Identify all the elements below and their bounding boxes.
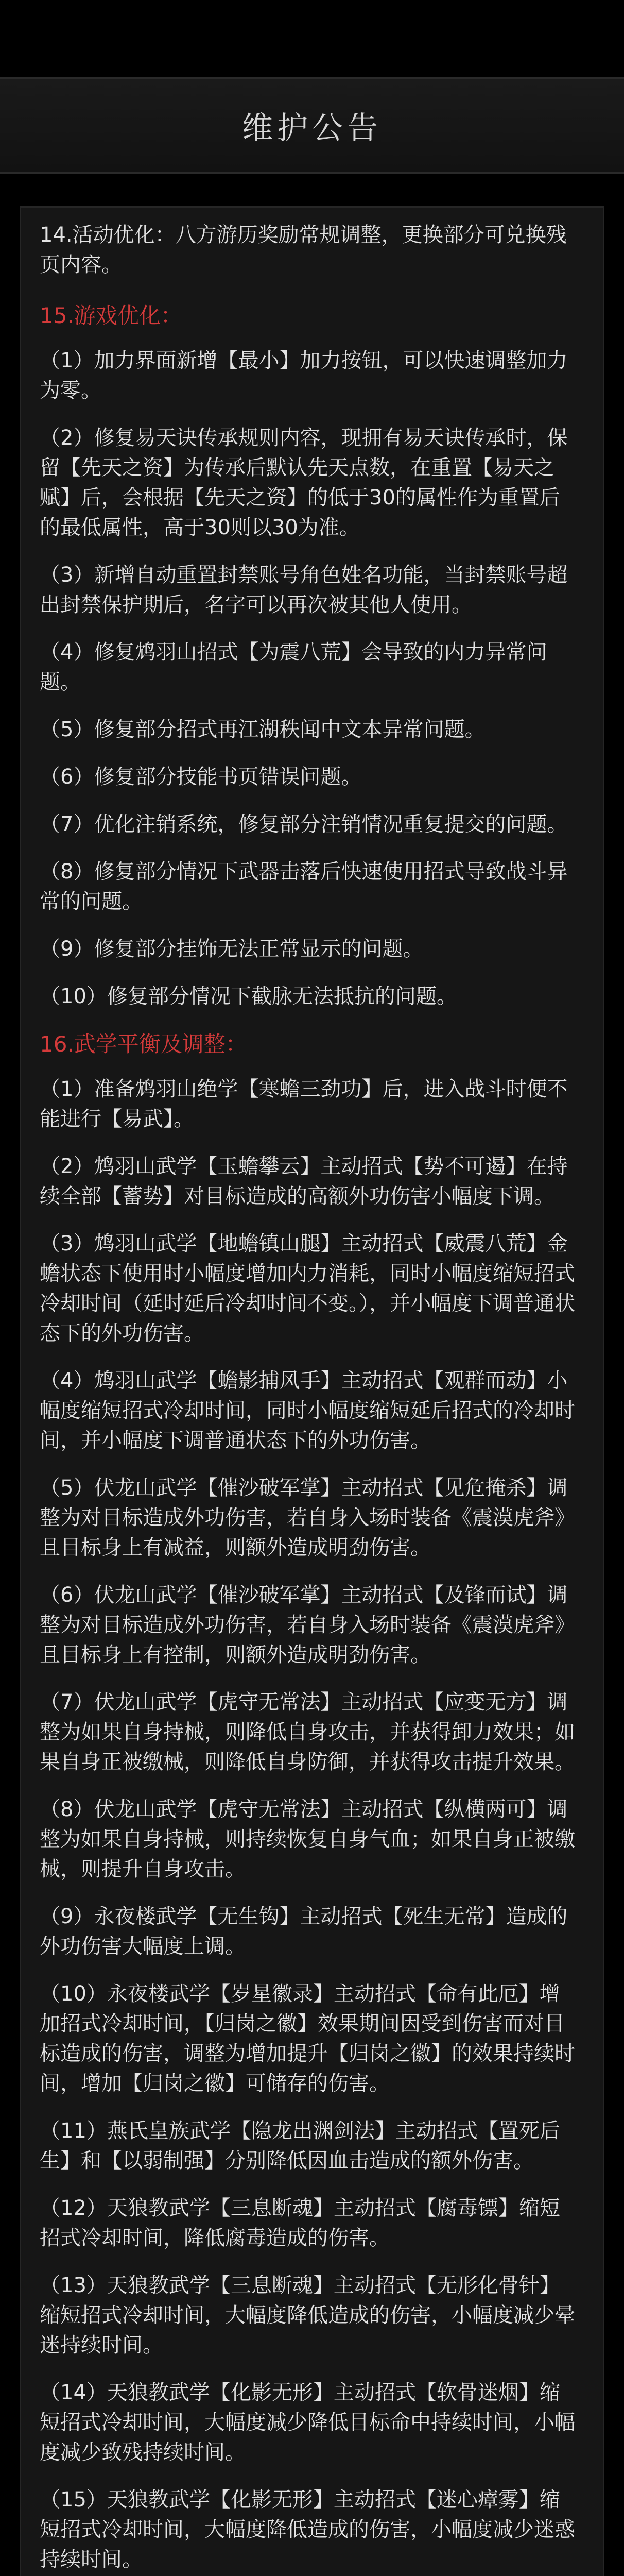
announcement-header <box>0 77 624 174</box>
list-item: （4）修复鸩羽山招式【为震八荒】会导致的内力异常问题。 <box>40 640 547 694</box>
list-item: （5）伏龙山武学【催沙破军掌】主动招式【见危掩杀】调整为对目标造成外功伤害，若自身入场时装备《震漠虎斧》且目标身上有减益，则额外造成明劲伤害。 <box>40 1476 575 1560</box>
status-bar <box>0 0 624 77</box>
list-item: （15）天狼教武学【化影无形】主动招式【迷心瘴雾】缩短招式冷却时间，大幅度降低造成的伤害，小幅度减少迷惑持续时间。 <box>40 2488 575 2571</box>
page-title: 维护公告 <box>242 110 382 146</box>
list-item: （9）永夜楼武学【无生钩】主动招式【死生无常】造成的外功伤害大幅度上调。 <box>40 1905 568 1958</box>
list-item: （2）鸩羽山武学【玉蟾攀云】主动招式【势不可遏】在持续全部【蓄势】对目标造成的高额外功伤害小幅度下调。 <box>40 1155 568 1208</box>
section-title: 15.游戏优化： <box>40 303 182 328</box>
list-item: （2）修复易天诀传承规则内容，现拥有易天诀传承时，保留【先天之资】为传承后默认先天点数，在重置【易天之赋】后，会根据【先天之资】的低于30的属性作为重置后的最低属性，高于30则以30为准。 <box>40 426 568 539</box>
section-title: 16.武学平衡及调整： <box>40 1031 247 1057</box>
list-item: （8）伏龙山武学【虎守无常法】主动招式【纵横两可】调整为如果自身持械，则持续恢复自身气血；如果自身正被缴械，则提升自身攻击。 <box>40 1798 575 1881</box>
announcement-content[interactable] <box>40 208 575 2576</box>
list-item: （14）天狼教武学【化影无形】主动招式【软骨迷烟】缩短招式冷却时间，大幅度减少降低目标命中持续时间，小幅度减少致残持续时间。 <box>40 2381 575 2464</box>
list-item: （4）鸩羽山武学【蟾影捕风手】主动招式【观群而动】小幅度缩短招式冷却时间，同时小幅度缩短延后招式的冷却时间，并小幅度下调普通状态下的外功伤害。 <box>40 1369 575 1452</box>
list-item: （1）加力界面新增【最小】加力按钮，可以快速调整加力为零。 <box>40 349 568 402</box>
list-item: （8）修复部分情况下武器击落后快速使用招式导致战斗异常的问题。 <box>40 860 568 913</box>
list-item: （5）修复部分招式再江湖秩闻中文本异常问题。 <box>40 718 486 741</box>
list-item: （6）伏龙山武学【催沙破军掌】主动招式【及锋而试】调整为对目标造成外功伤害，若自身入场时装备《震漠虎斧》且目标身上有控制，则额外造成明劲伤害。 <box>40 1583 575 1667</box>
list-item: （11）燕氏皇族武学【隐龙出渊剑法】主动招式【置死后生】和【以弱制强】分别降低因血击造成的额外伤害。 <box>40 2119 560 2173</box>
list-item: （13）天狼教武学【三息断魂】主动招式【无形化骨针】缩短招式冷却时间，大幅度降低造成的伤害，小幅度减少晕迷持续时间。 <box>40 2274 575 2357</box>
announcement-panel[interactable] <box>20 206 604 2576</box>
list-item: （1）准备鸩羽山绝学【寒蟾三劲功】后，进入战斗时便不能进行【易武】。 <box>40 1077 568 1131</box>
list-item: （10）修复部分情况下截脉无法抵抗的问题。 <box>40 985 457 1008</box>
intro-item: 14.活动优化：八方游历奖励常规调整，更换部分可兑换残页内容。 <box>40 223 567 277</box>
list-item: （12）天狼教武学【三息断魂】主动招式【腐毒镖】缩短招式冷却时间，降低腐毒造成的伤害。 <box>40 2196 560 2250</box>
list-item: （9）修复部分挂饰无法正常显示的问题。 <box>40 937 424 961</box>
list-item: （10）永夜楼武学【岁星徽录】主动招式【命有此厄】增加招式冷却时间，【归岗之徽】效果期间因受到伤害而对目标造成的伤害，调整为增加提升【归岗之徽】的效果持续时间，增加【归岗之徽】可储存的伤害。 <box>40 1982 575 2095</box>
list-item: （3）鸩羽山武学【地蟾镇山腿】主动招式【威震八荒】金蟾状态下使用时小幅度增加内力消耗，同时小幅度缩短招式冷却时间（延时延后冷却时间不变。），并小幅度下调普通状态下的外功伤害。 <box>40 1232 575 1345</box>
list-item: （3）新增自动重置封禁账号角色姓名功能，当封禁账号超出封禁保护期后，名字可以再次被其他人使用。 <box>40 563 568 617</box>
list-item: （7）优化注销系统，修复部分注销情况重复提交的问题。 <box>40 812 568 836</box>
list-item: （6）修复部分技能书页错误问题。 <box>40 765 362 789</box>
list-item: （7）伏龙山武学【虎守无常法】主动招式【应变无方】调整为如果自身持械，则降低自身攻击，并获得卸力效果；如果自身正被缴械，则降低自身防御，并获得攻击提升效果。 <box>40 1690 575 1774</box>
